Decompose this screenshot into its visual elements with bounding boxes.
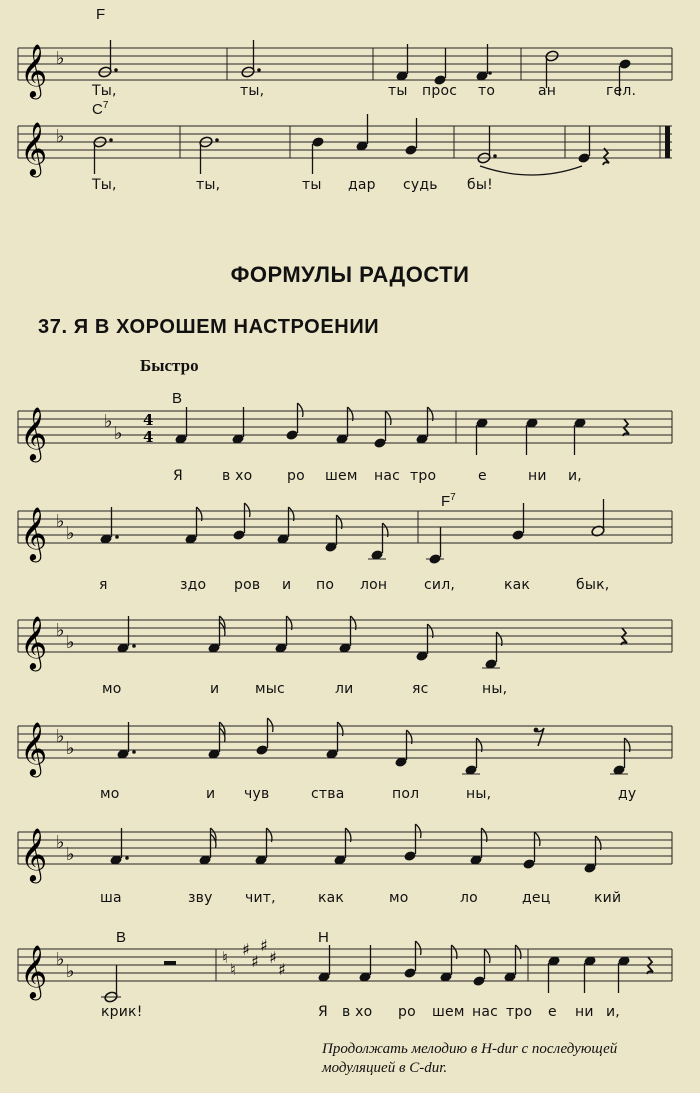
flat-icon: ♭ — [56, 832, 65, 853]
lyric-syllable: ства — [311, 786, 345, 802]
quarter-rest-icon — [603, 148, 609, 165]
natural-icon: ♮ — [230, 960, 236, 979]
treble-clef-icon: 𝄞 — [20, 121, 48, 175]
treble-clef-icon: 𝄞 — [20, 43, 48, 97]
lyric-syllable: ан — [538, 83, 557, 99]
lyric-syllable: ты — [302, 177, 322, 193]
lyric-syllable: ты, — [196, 177, 221, 193]
lyric-syllable: ни — [528, 468, 547, 484]
lyric-syllable: дар — [348, 177, 376, 193]
flat-icon: ♭ — [104, 411, 113, 432]
lyric-syllable: ты, — [240, 83, 265, 99]
lyric-syllable: я — [99, 577, 108, 593]
lyric-syllable: Ты, — [92, 177, 117, 193]
lyric-syllable: пол — [392, 786, 420, 802]
flat-icon: ♭ — [66, 961, 75, 982]
lyric-syllable: ро — [398, 1004, 416, 1020]
lyric-syllable: шем — [325, 468, 358, 484]
half-rest-icon — [164, 961, 176, 965]
music-staff — [0, 818, 700, 898]
lyric-syllable: нас — [374, 468, 401, 484]
music-staff — [0, 606, 700, 686]
chord-symbol: F — [96, 6, 106, 23]
music-staff — [0, 395, 700, 475]
lyric-syllable: сил, — [424, 577, 455, 593]
lyric-syllable: яс — [412, 681, 429, 697]
footnote-line: Продолжать мелодию в H-dur с последующей — [322, 1041, 618, 1057]
lyric-syllable: ша — [100, 890, 122, 906]
lyric-syllable: ро — [287, 468, 305, 484]
lyric-syllable: прос — [422, 83, 458, 99]
treble-clef-icon: 𝄞 — [20, 944, 48, 998]
chord-symbol: B — [116, 929, 127, 946]
chord-symbol: $F^7$ — [441, 492, 456, 510]
time-signature: 4 — [143, 411, 154, 429]
lyric-syllable: дец — [522, 890, 551, 906]
lyric-syllable: ли — [335, 681, 354, 697]
lyric-syllable: то — [478, 83, 496, 99]
lyric-syllable: нас — [472, 1004, 499, 1020]
lyric-syllable: ров — [234, 577, 261, 593]
lyric-syllable: мо — [102, 681, 122, 697]
lyric-syllable: здо — [180, 577, 207, 593]
treble-clef-icon: 𝄞 — [20, 721, 48, 775]
flat-icon: ♭ — [56, 48, 65, 69]
lyric-syllable: в хо — [342, 1004, 373, 1020]
lyric-syllable: бы! — [467, 177, 493, 193]
music-staff — [0, 712, 700, 792]
sharp-icon: ♯ — [251, 952, 259, 971]
lyric-syllable: тро — [410, 468, 437, 484]
lyric-syllable: тро — [506, 1004, 533, 1020]
lyric-syllable: мыс — [255, 681, 285, 697]
lyric-syllable: Ты, — [92, 83, 117, 99]
lyric-syllable: мо — [100, 786, 120, 802]
sharp-icon: ♯ — [278, 960, 286, 979]
lyric-syllable: Я — [173, 468, 183, 484]
natural-icon: ♮ — [222, 948, 228, 967]
sharp-icon: ♯ — [260, 936, 268, 955]
lyric-syllable: мо — [389, 890, 409, 906]
eighth-rest-icon — [534, 728, 544, 746]
lyric-syllable: чув — [244, 786, 270, 802]
lyric-syllable: кий — [594, 890, 622, 906]
lyric-syllable: шем — [432, 1004, 465, 1020]
chord-symbol: B — [172, 390, 183, 407]
lyric-syllable: судь — [403, 177, 438, 193]
lyric-syllable: и — [210, 681, 220, 697]
flat-icon: ♭ — [56, 511, 65, 532]
sharp-icon: ♯ — [269, 948, 277, 967]
lyric-syllable: и, — [606, 1004, 620, 1020]
lyric-syllable: бык, — [576, 577, 610, 593]
treble-clef-icon: 𝄞 — [20, 827, 48, 881]
treble-clef-icon: 𝄞 — [20, 615, 48, 669]
lyric-syllable: ни — [575, 1004, 594, 1020]
flat-icon: ♭ — [66, 844, 75, 865]
flat-icon: ♭ — [56, 620, 65, 641]
footnote-line: модуляцией в C-dur. — [322, 1060, 448, 1076]
lyric-syllable: как — [318, 890, 345, 906]
lyric-syllable: по — [316, 577, 335, 593]
lyric-syllable: ты — [388, 83, 408, 99]
lyric-syllable: ло — [460, 890, 478, 906]
treble-clef-icon: 𝄞 — [20, 506, 48, 560]
lyric-syllable: е — [548, 1004, 557, 1020]
flat-icon: ♭ — [66, 738, 75, 759]
flat-icon: ♭ — [56, 949, 65, 970]
lyric-syllable: гел. — [606, 83, 637, 99]
time-signature: 4 — [143, 428, 154, 446]
chord-symbol: H — [318, 929, 329, 946]
lyric-syllable: лон — [360, 577, 388, 593]
lyric-syllable: и, — [568, 468, 582, 484]
footnote — [322, 1040, 672, 1078]
lyric-syllable: в хо — [222, 468, 253, 484]
treble-clef-icon: 𝄞 — [20, 406, 48, 460]
song-title: 37. Я В ХОРОШЕМ НАСТРОЕНИИ — [38, 316, 380, 338]
lyric-syllable: как — [504, 577, 531, 593]
lyric-syllable: и — [206, 786, 216, 802]
tempo-marking: Быстро — [140, 356, 199, 375]
flat-icon: ♭ — [56, 126, 65, 147]
flat-icon: ♭ — [56, 726, 65, 747]
flat-icon: ♭ — [114, 423, 123, 444]
music-staff — [0, 497, 700, 577]
section-heading: ФОРМУЛЫ РАДОСТИ — [230, 262, 470, 287]
lyric-syllable: и — [282, 577, 292, 593]
music-staff — [0, 933, 700, 1013]
lyric-syllable: е — [478, 468, 487, 484]
flat-icon: ♭ — [66, 632, 75, 653]
lyric-syllable: ны, — [466, 786, 492, 802]
lyric-syllable: ны, — [482, 681, 508, 697]
lyric-syllable: Я — [318, 1004, 328, 1020]
lyric-syllable: ду — [618, 786, 637, 802]
sharp-icon: ♯ — [242, 940, 250, 959]
lyric-syllable: крик! — [101, 1004, 143, 1020]
chord-symbol: $C^7$ — [92, 100, 109, 118]
lyric-syllable: зву — [188, 890, 213, 906]
lyric-syllable: чит, — [245, 890, 276, 906]
flat-icon: ♭ — [66, 523, 75, 544]
